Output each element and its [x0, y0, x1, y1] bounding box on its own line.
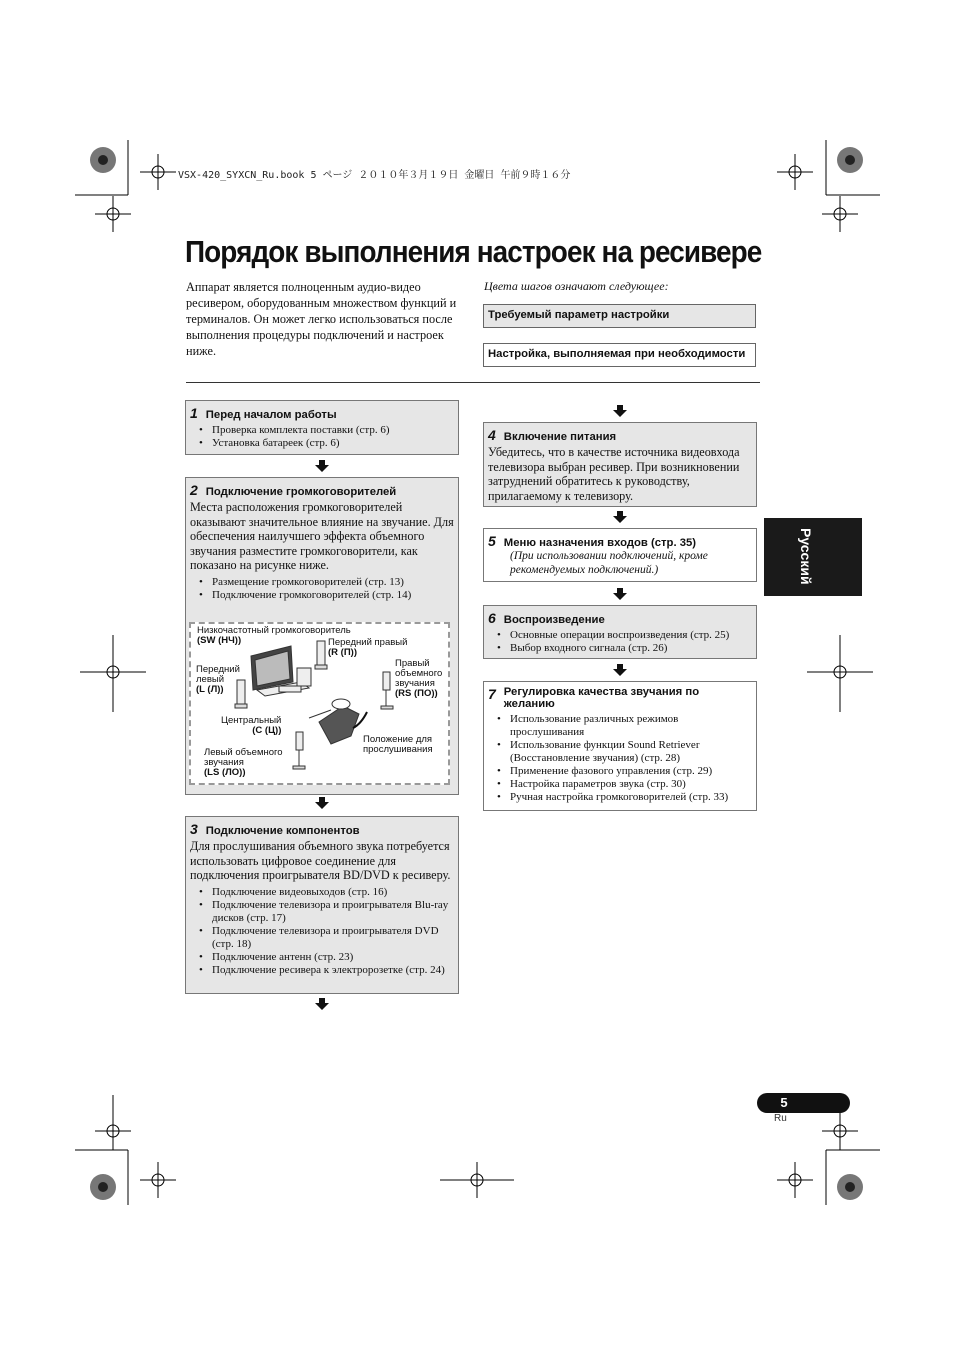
- list-item: • Применение фазового управления (стр. 29): [488, 765, 752, 778]
- list-item: • Ручная настройка громкоговорителей (стр. 33): [488, 791, 752, 804]
- step-title: Включение питания: [503, 431, 617, 443]
- label-surround-left-code: (LS (ЛО)): [204, 767, 246, 778]
- label-center: Центральный: [221, 715, 282, 726]
- list-item: • Использование различных режимов прослушивания: [488, 713, 752, 739]
- list-item: • Подключение телевизора и проигрывателя Blu-ray дисков (стр. 17): [190, 899, 454, 925]
- step-body: Убедитесь, что в качестве источника видеовхода телевизора выбран ресивер. При возникновении затруднений обратитесь к руководству, прилагаемому к телевизору.: [488, 445, 740, 503]
- language-side-tab: [764, 518, 862, 596]
- label-subwoofer: Низкочастотный громкоговоритель: [197, 625, 351, 636]
- speaker-placement-diagram: [189, 622, 450, 785]
- step-6: [483, 605, 757, 659]
- language-tab-label: Русский: [798, 528, 814, 585]
- divider: [186, 382, 760, 383]
- down-arrow-icon: [612, 588, 628, 600]
- list-item: • Подключение громкоговорителей (стр. 14): [190, 589, 454, 602]
- step-title: Перед началом работы: [205, 409, 337, 421]
- page-language-code: Ru: [774, 1113, 787, 1124]
- step-7: [483, 681, 757, 811]
- down-arrow-icon: [314, 797, 330, 809]
- list-item: • Подключение ресивера к электророзетке (стр. 24): [190, 964, 454, 977]
- list-item: • Подключение телевизора и проигрывателя DVD (стр. 18): [190, 925, 454, 951]
- step-title: Регулировка качества звучания по желанию: [503, 686, 700, 710]
- down-arrow-icon: [612, 511, 628, 523]
- step-title: Меню назначения входов (стр. 35): [503, 537, 697, 549]
- label-surround-left: Левый объемного звучания: [204, 747, 283, 768]
- list-item: • Проверка комплекта поставки (стр. 6): [190, 424, 454, 437]
- step-body: Места расположения громкоговорителей оказывают значительное влияние на звучание. Для обеспечения наилучшего эффекта объемного звучания разместите громкоговорители, как показано на рисунке ниже.: [190, 500, 454, 572]
- step-number: 3: [190, 821, 198, 837]
- list-item: • Установка батареек (стр. 6): [190, 437, 454, 450]
- step-1: [185, 400, 459, 455]
- step-4: [483, 422, 757, 507]
- label-surround-right: Правый объемного звучания: [395, 658, 443, 689]
- step-number: 7: [488, 686, 496, 702]
- label-surround-right-code: (RS (ПО)): [395, 688, 438, 699]
- legend-required: Требуемый параметр настройки: [483, 304, 756, 328]
- list-item: • Выбор входного сигнала (стр. 26): [488, 642, 752, 655]
- label-listening-position: Положение для прослушивания: [363, 734, 433, 755]
- down-arrow-icon: [612, 664, 628, 676]
- step-note: (При использовании подключений, кроме рекомендуемых подключений.): [510, 550, 708, 576]
- page-number: 5: [780, 1095, 788, 1110]
- print-header-line: VSX-420_SYXCN_Ru.book 5 ページ ２０１０年３月１９日 金曜日 午前９時１６分: [178, 170, 571, 181]
- list-item: • Подключение видеовыходов (стр. 16): [190, 886, 454, 899]
- label-front-left-code: (L (Л)): [196, 684, 224, 695]
- legend-caption: Цвета шагов означают следующее:: [484, 279, 669, 293]
- list-item: • Размещение громкоговорителей (стр. 13): [190, 576, 454, 589]
- step-title: Подключение компонентов: [205, 825, 360, 837]
- label-front-right: Передний правый: [328, 637, 408, 648]
- label-front-left: Передний левый: [196, 664, 240, 685]
- down-arrow-icon: [612, 405, 628, 417]
- step-number: 4: [488, 427, 496, 443]
- step-title: Воспроизведение: [503, 614, 605, 626]
- list-item: • Настройка параметров звука (стр. 30): [488, 778, 752, 791]
- legend-optional: Настройка, выполняемая при необходимости: [483, 343, 756, 367]
- step-body: Для прослушивания объемного звука потребуется использовать цифровое соединение для подключения проигрывателя BD/DVD к ресиверу.: [190, 839, 451, 882]
- label-center-code: (C (Ц)): [252, 725, 282, 736]
- down-arrow-icon: [314, 460, 330, 472]
- list-item: • Подключение антенн (стр. 23): [190, 951, 454, 964]
- step-3: [185, 816, 459, 994]
- page-number-badge: [757, 1093, 850, 1113]
- step-5: [483, 528, 757, 582]
- down-arrow-icon: [314, 998, 330, 1010]
- step-number: 5: [488, 533, 496, 549]
- step-number: 1: [190, 405, 198, 421]
- step-number: 6: [488, 610, 496, 626]
- page-title: Порядок выполнения настроек на ресивере: [185, 234, 762, 269]
- step-title: Подключение громкоговорителей: [205, 486, 397, 498]
- intro-paragraph: Аппарат является полноценным аудио-видео ресивером, оборудованным множеством функций и терминалов. Он может легко использоваться после выполнения процедуры подключений и настроек ниже.: [186, 280, 457, 358]
- label-front-right-code: (R (П)): [328, 647, 357, 658]
- step-number: 2: [190, 482, 198, 498]
- list-item: • Использование функции Sound Retriever (Восстановление звучания) (стр. 28): [488, 739, 752, 765]
- label-subwoofer-code: (SW (НЧ)): [197, 635, 242, 646]
- list-item: • Основные операции воспроизведения (стр. 25): [488, 629, 752, 642]
